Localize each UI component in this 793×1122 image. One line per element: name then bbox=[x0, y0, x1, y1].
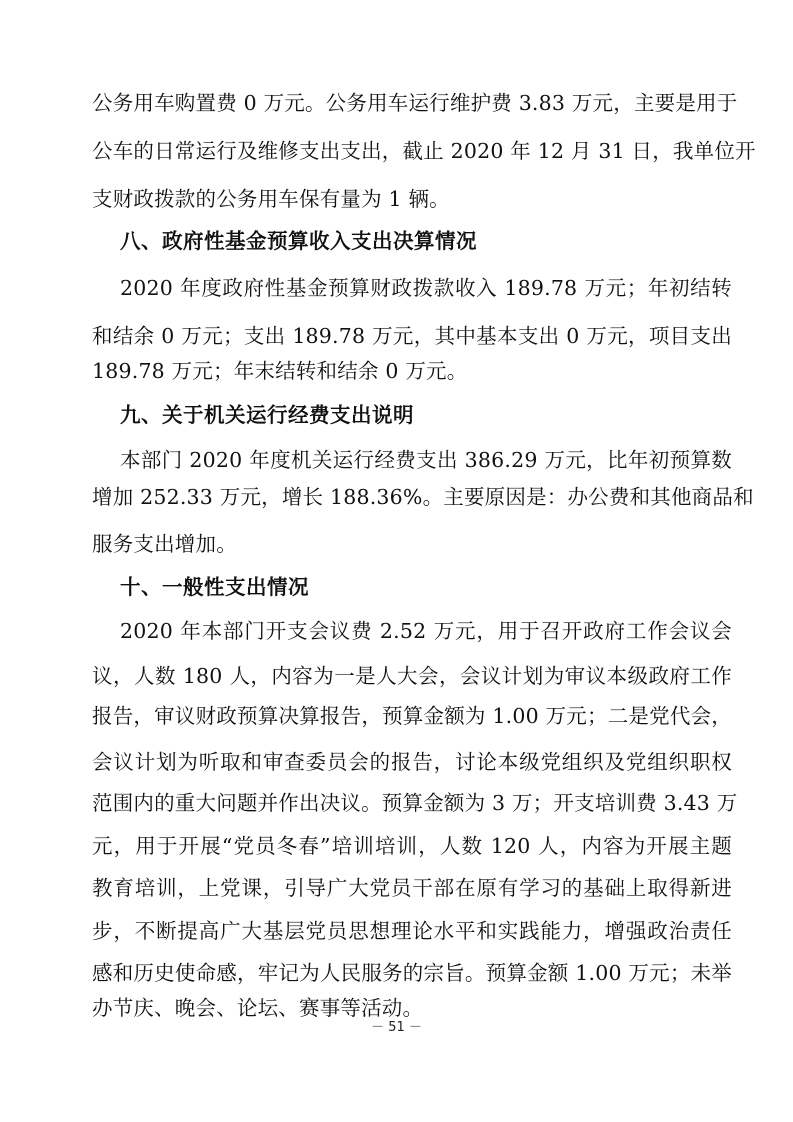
section-heading-general-expenses: 十、一般性支出情况 bbox=[120, 575, 309, 599]
paragraph-line: 2020 年度政府性基金预算财政拨款收入 189.78 万元；年初结转 bbox=[120, 276, 732, 300]
paragraph-line: 公车的日常运行及维修支出支出，截止 2020 年 12 月 31 日，我单位开 bbox=[92, 139, 756, 163]
paragraph-line: 感和历史使命感，牢记为人民服务的宗旨。预算金额 1.00 万元；未举 bbox=[92, 961, 732, 985]
paragraph-line: 支财政拨款的公务用车保有量为 1 辆。 bbox=[92, 187, 450, 211]
paragraph-line: 议，人数 180 人，内容为一是人大会，会议计划为审议本级政府工作 bbox=[92, 664, 732, 688]
paragraph-line: 服务支出增加。 bbox=[92, 532, 237, 556]
paragraph-line: 办节庆、晚会、论坛、赛事等活动。 bbox=[92, 996, 424, 1020]
paragraph-line: 增加 252.33 万元，增长 188.36%。主要原因是：办公费和其他商品和 bbox=[92, 485, 754, 509]
paragraph-line: 范围内的重大问题并作出决议。预算金额为 3 万；开支培训费 3.43 万 bbox=[92, 791, 738, 815]
paragraph-line: 本部门 2020 年度机关运行经费支出 386.29 万元，比年初预算数 bbox=[120, 448, 732, 472]
paragraph-line: 元，用于开展“党员冬春”培训培训，人数 120 人，内容为开展主题 bbox=[92, 834, 732, 858]
paragraph-line: 189.78 万元；年末结转和结余 0 万元。 bbox=[92, 359, 468, 383]
section-heading-government-fund: 八、政府性基金预算收入支出决算情况 bbox=[120, 229, 477, 253]
paragraph-line: 公务用车购置费 0 万元。公务用车运行维护费 3.83 万元，主要是用于 bbox=[92, 91, 738, 115]
paragraph-line: 2020 年本部门开支会议费 2.52 万元，用于召开政府工作会议会 bbox=[120, 619, 732, 643]
section-heading-operating-expenses: 九、关于机关运行经费支出说明 bbox=[120, 403, 414, 427]
paragraph-line: 报告，审议财政预算决算报告，预算金额为 1.00 万元；二是党代会， bbox=[92, 704, 732, 728]
paragraph-line: 和结余 0 万元；支出 189.78 万元，其中基本支出 0 万元，项目支出 bbox=[92, 324, 732, 348]
paragraph-line: 步，不断提高广大基层党员思想理论水平和实践能力，增强政治责任 bbox=[92, 919, 732, 943]
page-number: － 51 － bbox=[371, 1020, 422, 1035]
paragraph-line: 教育培训，上党课，引导广大党员干部在原有学习的基础上取得新进 bbox=[92, 876, 732, 900]
paragraph-line: 会议计划为听取和审查委员会的报告，讨论本级党组织及党组织职权 bbox=[92, 750, 732, 774]
